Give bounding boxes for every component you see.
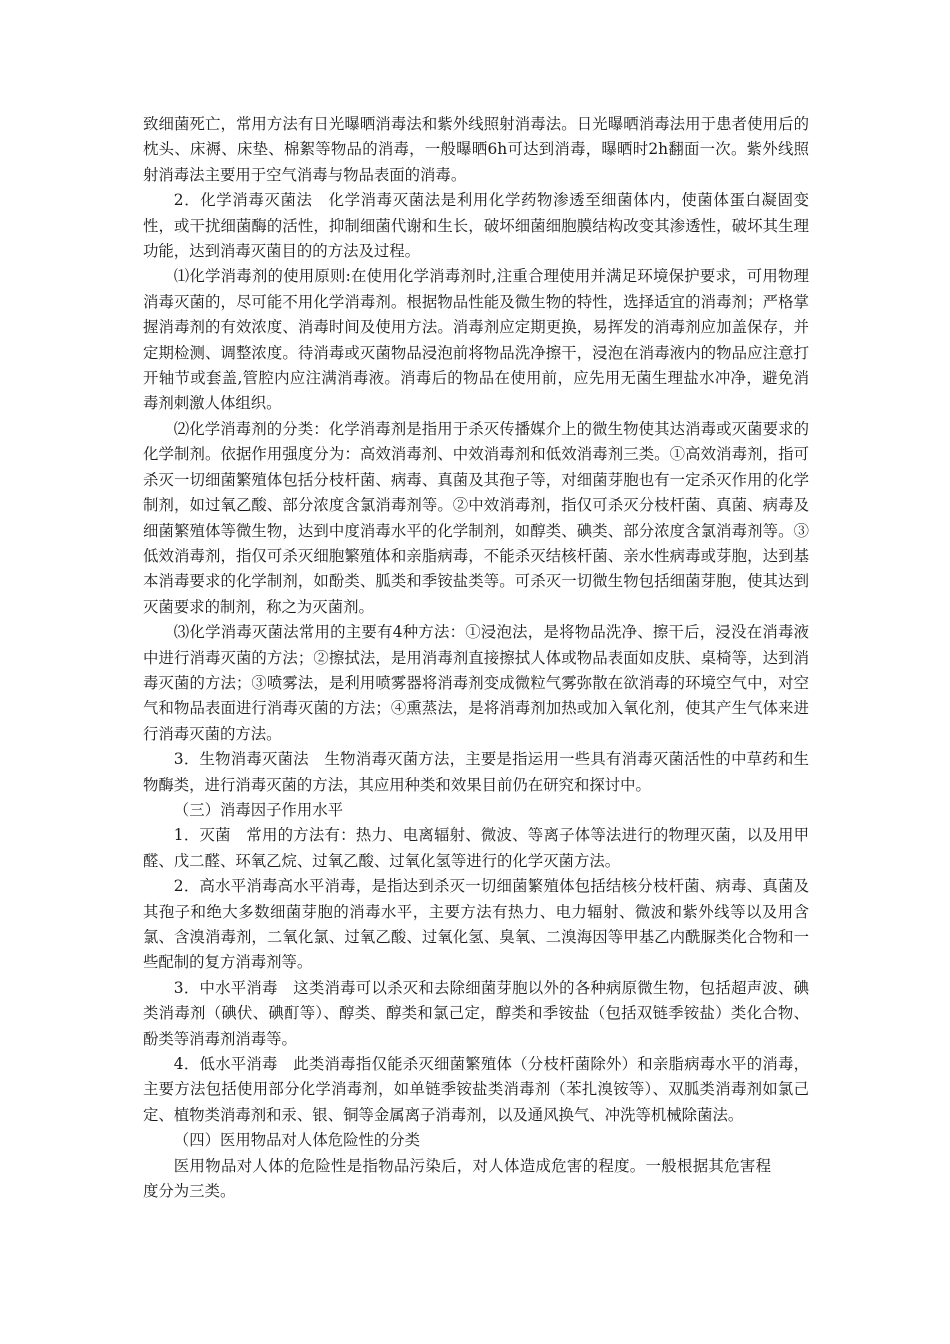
- document-body: [143, 112, 809, 1204]
- paragraph-risk-definition: 医用物品对人体的危险性是指物品污染后，对人体造成危害的程度。一般根据其危害程度分为三类。: [143, 1156, 771, 1201]
- paragraph-biological-method: 3．生物消毒灭菌法 生物消毒灭菌方法，主要是指运用一些具有消毒灭菌活性的中草药和生物酶类，进行消毒灭菌的方法，其应用种类和效果目前仍在研究和探讨中。: [143, 750, 809, 794]
- paragraph-chemical-method: 2．化学消毒灭菌法 化学消毒灭菌法是利用化学药物渗透至细菌体内，使菌体蛋白凝固变性，或干扰细菌酶的活性，抑制细菌代谢和生长，破坏细菌细胞膜结构改变其渗透性，破坏其生理功能，达到消毒灭菌目的的方法及过程。: [143, 191, 809, 261]
- section-heading-risk-classification: （四）医用物品对人体危险性的分类: [173, 1131, 421, 1150]
- paragraph-intermediate-level: 3．中水平消毒 这类消毒可以杀灭和去除细菌芽胞以外的各种病原微生物，包括超声波、碘类消毒剂（碘伏、碘酊等）、醇类、醇类和氯己定，醇类和季铵盐（包括双链季铵盐）类化合物、酚类等消毒剂消毒等。: [143, 978, 809, 1048]
- paragraph-sterilization: 1．灭菌 常用的方法有：热力、电离辐射、微波、等离子体等法进行的物理灭菌，以及用甲醛、戊二醛、环氧乙烷、过氧乙酸、过氧化氢等进行的化学灭菌方法。: [143, 826, 809, 870]
- paragraph-physical-sunlight-uv: 致细菌死亡，常用方法有日光曝晒消毒法和紫外线照射消毒法。日光曝晒消毒法用于患者使用后的枕头、床褥、床垫、棉絮等物品的消毒，一般曝晒6h可达到消毒，曝晒时2h翻面一次。紫外线照射消毒法主要用于空气消毒与物品表面的消毒。: [143, 115, 809, 184]
- paragraph-chemical-classification: ⑵化学消毒剂的分类：化学消毒剂是指用于杀灭传播媒介上的微生物使其达消毒或灭菌要求的化学制剂。依据作用强度分为：高效消毒剂、中效消毒剂和低效消毒剂三类。①高效消毒剂，指可杀灭一切细菌繁殖体包括分枝杆菌、病毒、真菌及其孢子等，对细菌芽胞也有一定杀灭作用的化学制剂，如过氧乙酸、部分浓度含氯消毒剂等。②中效消毒剂，指仅可杀灭分枝杆菌、真菌、病毒及细菌繁殖体等微生物，达到中度消毒水平的化学制剂，如醇类、碘类、部分浓度含氯消毒剂等。③低效消毒剂，指仅可杀灭细胞繁殖体和亲脂病毒，不能杀灭结核杆菌、亲水性病毒或芽胞，达到基本消毒要求的化学制剂，如酚类、胍类和季铵盐类等。可杀灭一切微生物包括细菌芽胞，使其达到灭菌要求的制剂，称之为灭菌剂。: [143, 419, 809, 616]
- paragraph-low-level: 4．低水平消毒 此类消毒指仅能杀灭细菌繁殖体（分枝杆菌除外）和亲脂病毒水平的消毒，主要方法包括使用部分化学消毒剂，如单链季铵盐类消毒剂（苯扎溴铵等）、双胍类消毒剂如氯己定、植物类消毒剂和汞、银、铜等金属离子消毒剂，以及通风换气、冲洗等机械除菌法。: [143, 1055, 809, 1124]
- section-heading-disinfection-levels: （三）消毒因子作用水平: [173, 800, 344, 819]
- paragraph-chemical-methods-list: ⑶化学消毒灭菌法常用的主要有4种方法：①浸泡法，是将物品洗净、擦干后，浸没在消毒液中进行消毒灭菌的方法；②擦拭法，是用消毒剂直接擦拭人体或物品表面如皮肤、桌椅等，达到消毒灭菌的方法；③喷雾法，是利用喷雾器将消毒剂变成微粒气雾弥散在欲消毒的环境空气中，对空气和物品表面进行消毒灭菌的方法；④熏蒸法，是将消毒剂加热或加入氧化剂，使其产生气体来进行消毒灭菌的方法。: [143, 623, 809, 743]
- paragraph-high-level: 2．高水平消毒高水平消毒，是指达到杀灭一切细菌繁殖体包括结核分枝杆菌、病毒、真菌及其孢子和绝大多数细菌芽胞的消毒水平，主要方法有热力、电力辐射、微波和紫外线等以及用含氯、含溴消毒剂，二氧化氯、过氧乙酸、过氧化氢、臭氧、二溴海因等甲基乙内酰脲类化合物和一些配制的复方消毒剂等。: [143, 877, 809, 972]
- paragraph-chemical-principles: ⑴化学消毒剂的使用原则:在使用化学消毒剂时,注重合理使用并满足环境保护要求，可用物理消毒灭菌的，尽可能不用化学消毒剂。根据物品性能及微生物的特性，选择适宜的消毒剂；严格掌握消毒剂的有效浓度、消毒时间及使用方法。消毒剂应定期更换，易挥发的消毒剂应加盖保存，并定期检测、调整浓度。待消毒或灭菌物品浸泡前将物品洗净擦干，浸泡在消毒液内的物品应注意打开轴节或套盖,管腔内应注满消毒液。消毒后的物品在使用前，应先用无菌生理盐水冲净，避免消毒剂刺激人体组织。: [143, 267, 810, 413]
